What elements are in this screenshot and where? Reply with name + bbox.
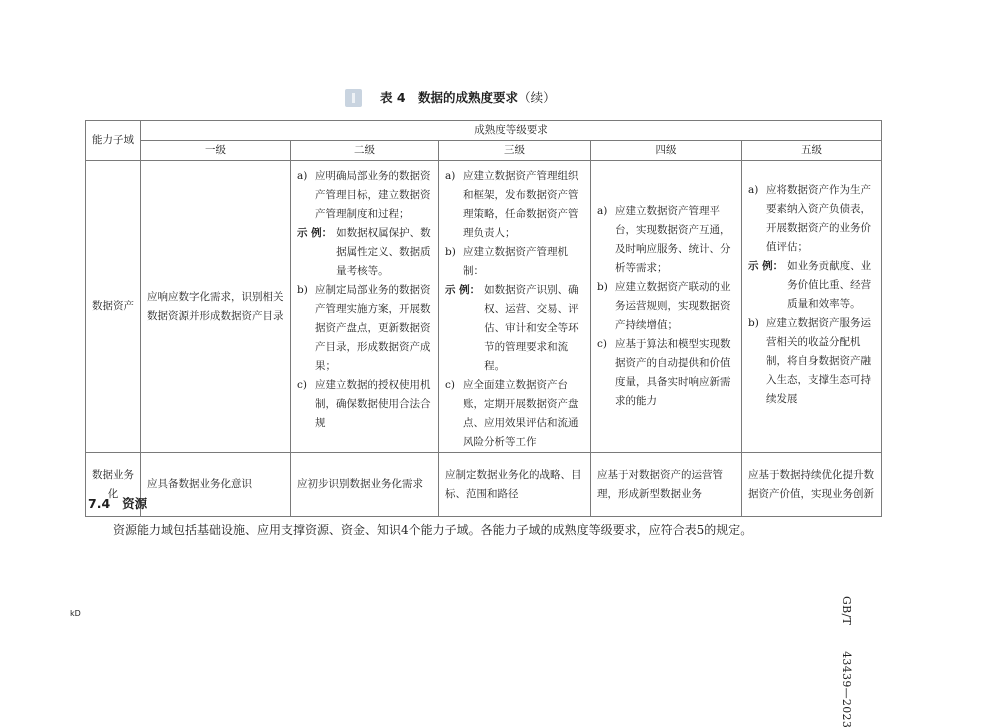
table-header-row [86, 121, 882, 141]
header-level-3: 三级 [439, 141, 591, 161]
example-note: 示 例： 如业务贡献度、业务价值比重、经营质量和效率等。 [748, 260, 872, 310]
list-item: c) 应基于算法和模型实现数据资产的自动提供和价值度量，具备实时响应新需求的能力 [597, 338, 731, 407]
header-maturity-group: 成熟度等级要求 [141, 121, 882, 141]
standard-prefix: GB/T [840, 596, 853, 626]
header-level-4: 四级 [591, 141, 742, 161]
cell-level-5 [742, 161, 882, 453]
cell-level-3: 应制定数据业务化的战略、目标、范围和路径 [439, 453, 591, 517]
header-level-1: 一级 [141, 141, 291, 161]
cell-level-2 [291, 161, 439, 453]
cell-level-4: 应基于对数据资产的运营管理，形成新型数据业务 [591, 453, 742, 517]
standard-code-vertical [840, 596, 853, 728]
corner-mark: kD [70, 609, 81, 618]
list-item: b) 应建立数据资产服务运营相关的收益分配机制，将自身数据资产融入生态，支撑生态可持续发展 [748, 317, 871, 405]
example-note: 示 例： 如数据资产识别、确权、运营、交易、评估、审计和安全等环节的管理要求和流程。 [445, 284, 579, 372]
list-item: c) 应建立数据的授权使用机制，确保数据使用合法合规 [297, 379, 431, 429]
list-item: a) 应将数据资产作为生产要素纳入资产负债表，开展数据资产的业务价值评估； [748, 184, 871, 253]
table-title [380, 88, 620, 108]
cell-level-4 [591, 161, 742, 453]
header-level-5: 五级 [742, 141, 882, 161]
watermark-stamp-icon [345, 89, 362, 107]
list-item: a) 应建立数据资产管理组织和框架，发布数据资产管理策略，任命数据资产管理负责人； [445, 170, 579, 239]
list-item: a) 应建立数据资产管理平台，实现数据资产互通，及时响应服务、统计、分析等需求； [597, 205, 731, 274]
section-number: 7.4 [88, 496, 111, 511]
row-name: 数据业务化 [86, 453, 141, 517]
list-item: b) 应制定局部业务的数据资产管理实施方案，开展数据资产盘点，更新数据资产目录，形成数据资产成果； [297, 284, 431, 372]
cell-level-3 [439, 161, 591, 453]
standard-number: 43439—2023 [840, 651, 853, 728]
table-row [86, 161, 882, 453]
cell-level-5: 应基于数据持续优化提升数据资产价值，实现业务创新 [742, 453, 882, 517]
section-heading [88, 494, 147, 512]
cell-level-1: 应响应数字化需求，识别相关数据资源并形成数据资产目录 [141, 161, 291, 453]
list-item: c) 应全面建立数据资产台账，定期开展数据资产盘点、应用效果评估和流通风险分析等工作 [445, 379, 579, 448]
cell-level-2: 应初步识别数据业务化需求 [291, 453, 439, 517]
list-item: b) 应建立数据资产管理机制： [445, 246, 568, 277]
list-item: b) 应建立数据资产联动的业务运营规则，实现数据资产持续增值； [597, 281, 731, 331]
table-level-row [86, 141, 882, 161]
cell-level-1: 应具备数据业务化意识 [141, 453, 291, 517]
section-title: 资源 [122, 496, 148, 511]
row-name: 数据资产 [86, 161, 141, 453]
header-level-2: 二级 [291, 141, 439, 161]
list-item: a) 应明确局部业务的数据资产管理目标，建立数据资产管理制度和过程； [297, 170, 431, 220]
maturity-table [85, 120, 882, 517]
table-title-continued: （续） [518, 90, 556, 105]
example-note: 示 例： 如数据权属保护、数据属性定义、数据质量考核等。 [297, 227, 431, 277]
header-domain: 能力子域 [86, 121, 141, 161]
section-body: 资源能力域包括基础设施、应用支撑资源、资金、知识4个能力子域。各能力子域的成熟度等级要求，应符合表5的规定。 [113, 523, 753, 537]
table-title-main: 表 4 数据的成熟度要求 [380, 90, 519, 105]
table-row [86, 453, 882, 517]
